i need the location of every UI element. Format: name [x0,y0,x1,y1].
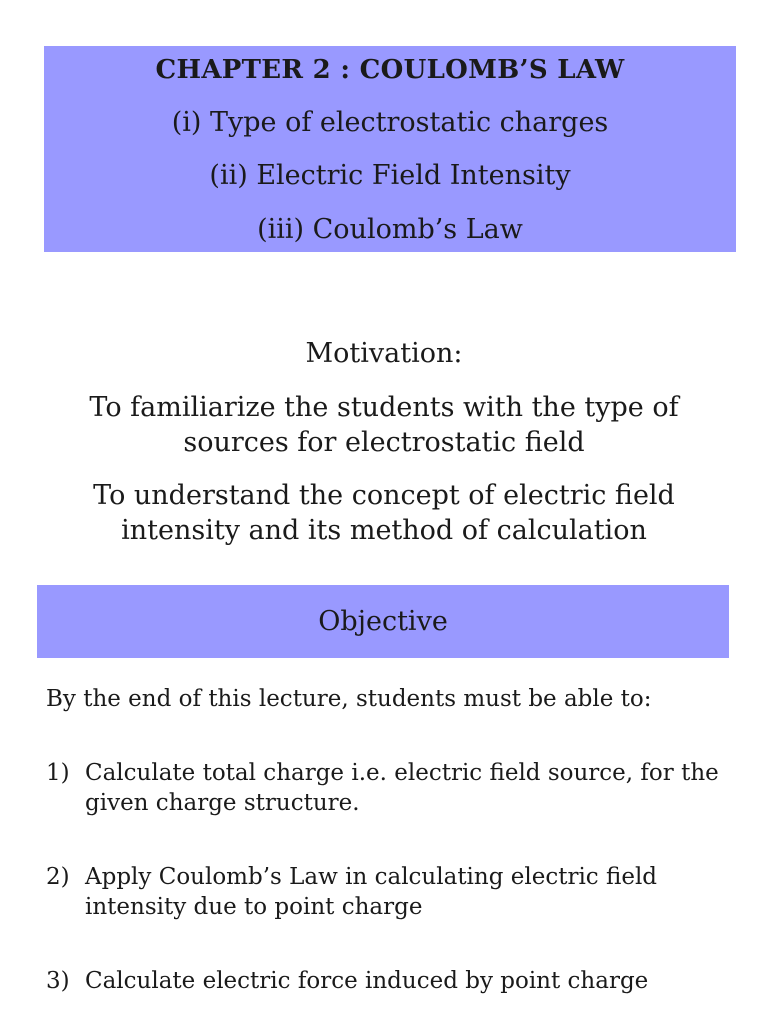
list-number: 1) [46,760,70,786]
list-number: 2) [46,864,70,890]
motivation-point: To understand the concept of electric field intensity and its method of calculation [93,480,675,546]
list-text: Calculate total charge i.e. electric field source, for the given charge structure. [85,760,719,816]
motivation-point: To familiarize the students with the type of sources for electrostatic field [89,392,679,458]
topic-item: (i) Type of electrostatic charges [171,107,609,138]
objective-list-item [46,966,736,996]
list-text: Calculate electric force induced by point charge [85,968,649,994]
chapter-title: CHAPTER 2 : COULOMB’S LAW [155,55,625,85]
list-text: Apply Coulomb’s Law in calculating electric field intensity due to point charge [85,864,658,920]
objective-list-item [46,862,736,922]
objective-box [37,585,729,658]
list-number: 3) [46,968,70,994]
objective-heading: Objective [318,606,448,637]
objective-intro: By the end of this lecture, students must be able to: [46,686,652,712]
topic-item: (ii) Electric Field Intensity [209,160,571,191]
topic-item: (iii) Coulomb’s Law [257,214,523,245]
objective-list-item [46,758,736,818]
chapter-header-box [44,46,736,252]
motivation-heading: Motivation: [305,338,463,369]
